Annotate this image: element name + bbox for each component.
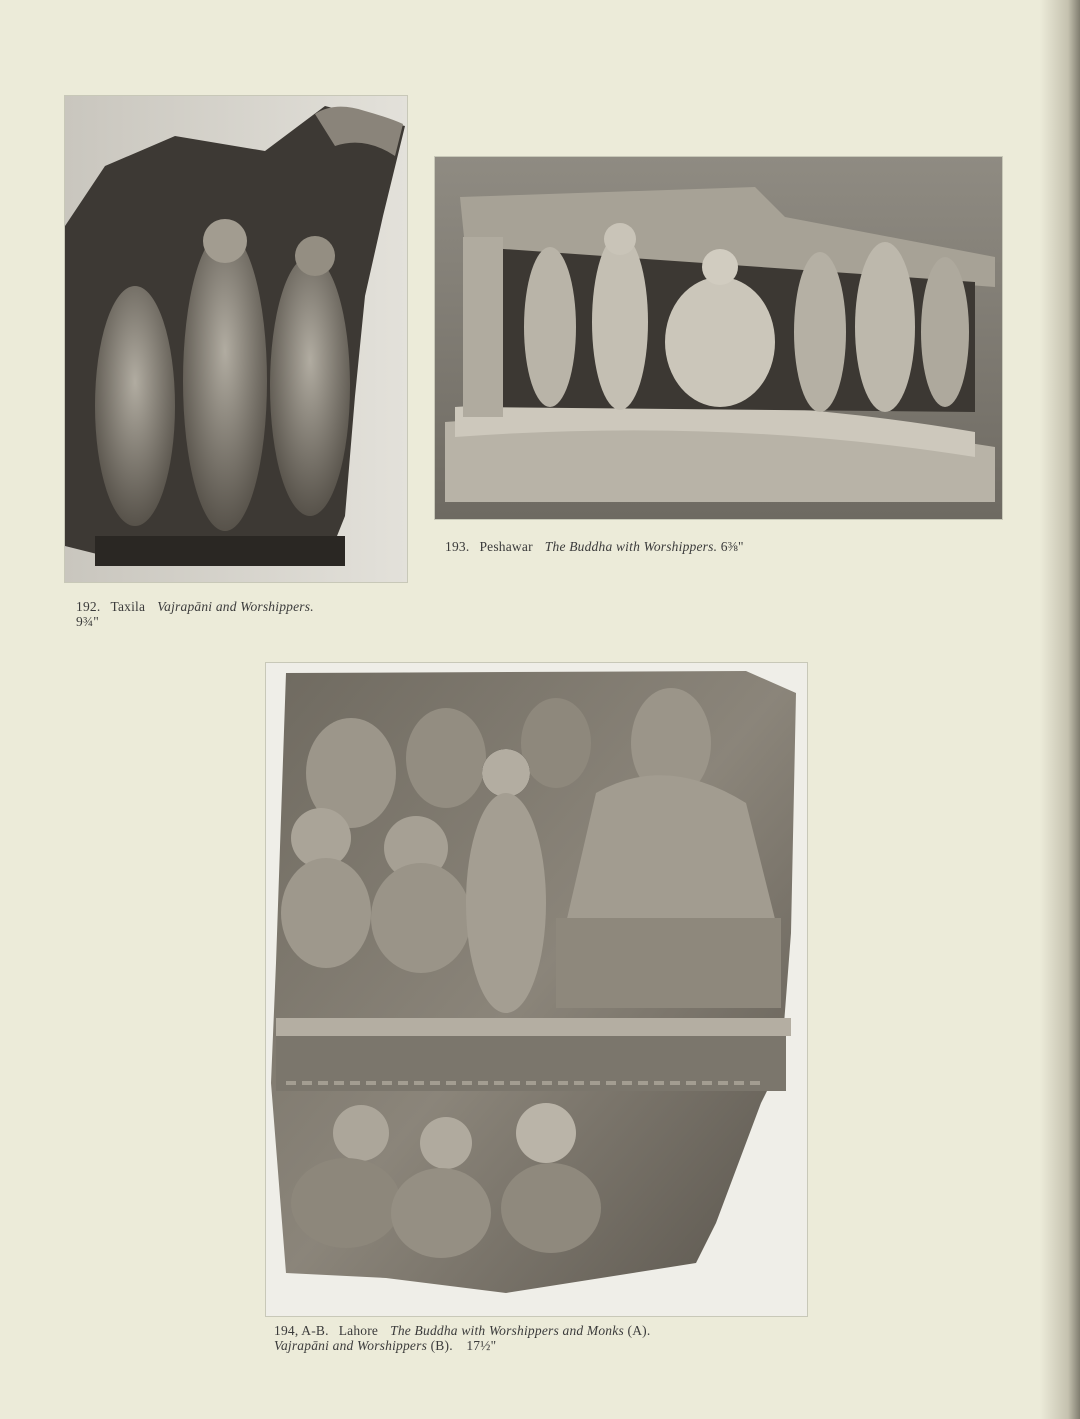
plate-192-photo (65, 96, 407, 582)
relief-192-image (65, 96, 407, 582)
plate-194-photo (266, 663, 807, 1316)
plate-size: 9¾" (76, 614, 99, 629)
plate-title-a: The Buddha with Worshippers and Monks (390, 1323, 624, 1338)
plate-193-photo (435, 157, 1002, 519)
plate-size: 17½" (466, 1338, 497, 1353)
relief-194-image (266, 663, 807, 1316)
caption-194 (274, 1323, 794, 1353)
plate-place: Lahore (338, 1323, 379, 1338)
plate-number: 194, A-B. (274, 1323, 329, 1338)
plate-place: Peshawar (479, 539, 533, 554)
caption-192 (76, 599, 406, 629)
relief-193-image (435, 157, 1002, 519)
plate-number: 193. (445, 539, 470, 554)
binding-shadow (1040, 0, 1080, 1419)
plate-size: 6⅜" (720, 539, 744, 554)
plate-label-b: (B). (430, 1338, 453, 1353)
plate-title-b: Vajrapāni and Worshippers (274, 1338, 428, 1353)
plate-place: Taxila (110, 599, 146, 614)
caption-193 (445, 539, 845, 554)
plate-title: Vajrapāni and Worshippers. (157, 599, 314, 614)
plate-label-a: (A). (627, 1323, 651, 1338)
plate-number: 192. (76, 599, 101, 614)
plate-title: The Buddha with Worshippers. (544, 539, 718, 554)
